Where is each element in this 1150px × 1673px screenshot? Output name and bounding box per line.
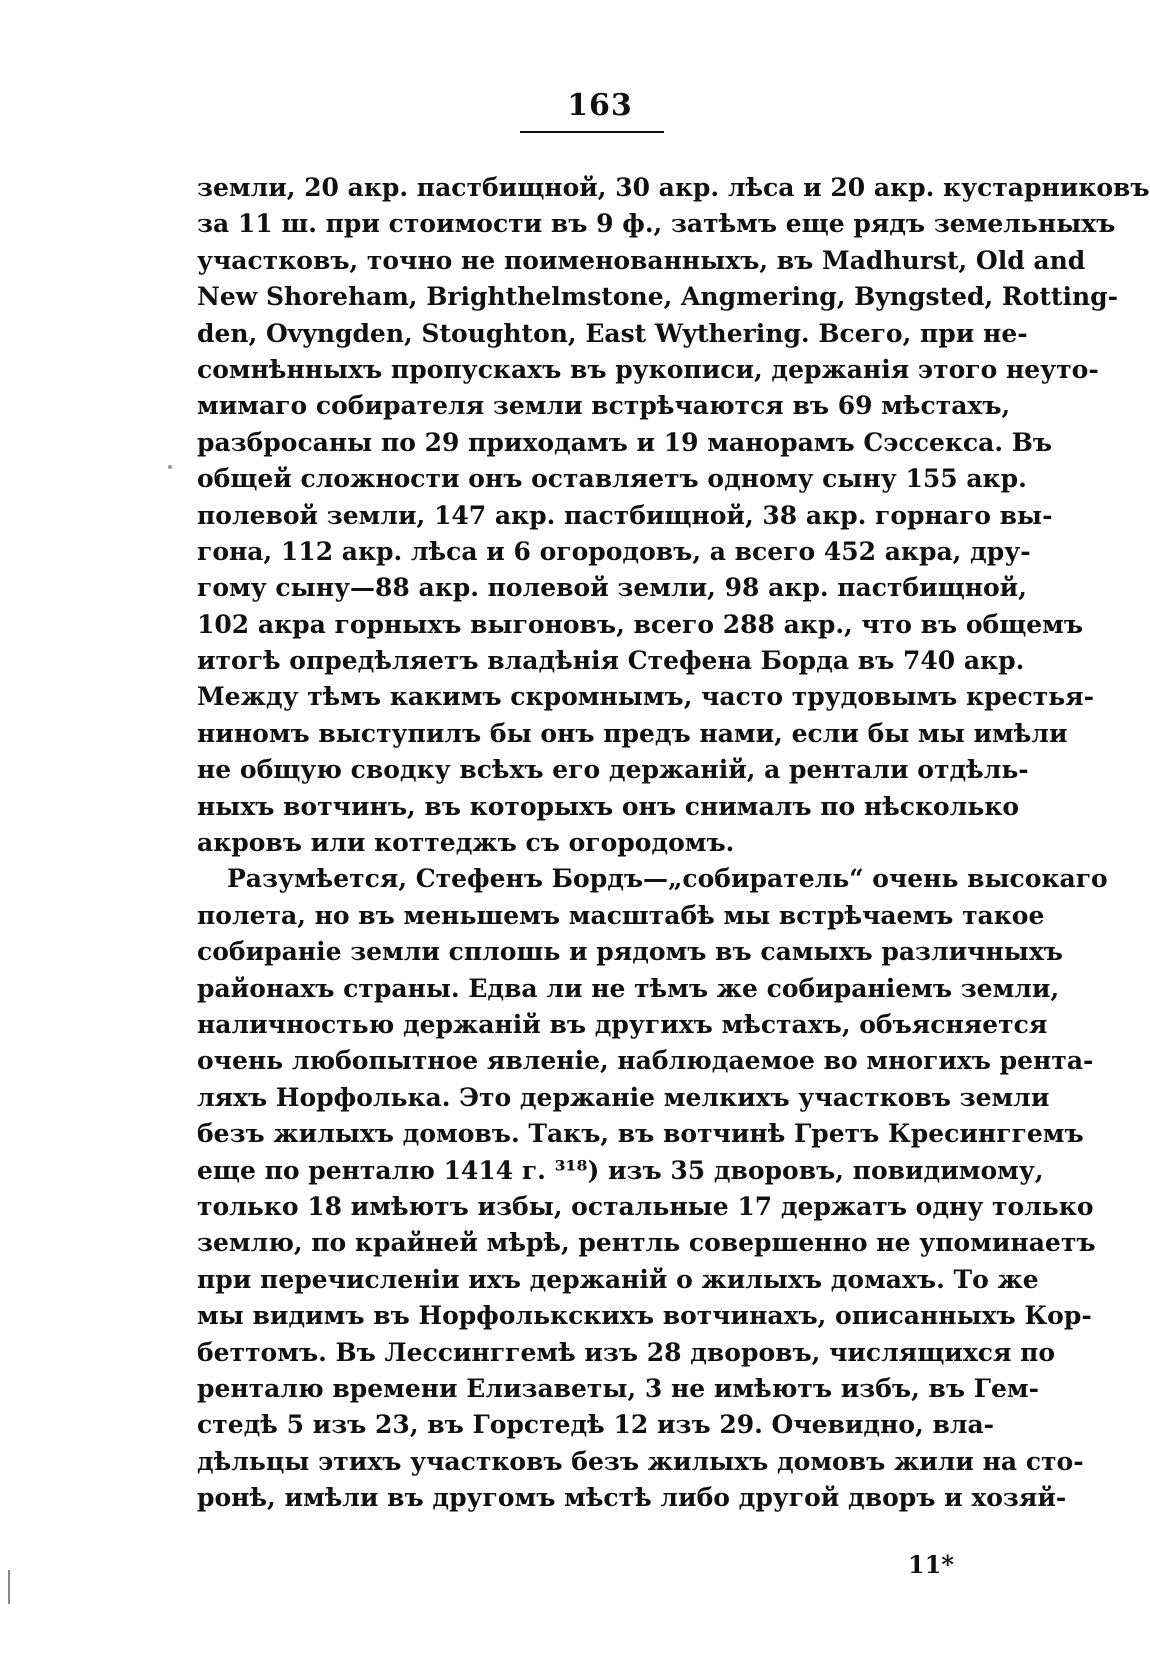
text-line: разбросаны по 29 приходамъ и 19 манорамъ Сэссекса. Въ: [197, 427, 1053, 457]
paragraph-end-line: акровъ или коттеджъ съ огородомъ.: [197, 828, 735, 858]
text-line: Между тѣмъ какимъ скромнымъ, часто трудовымъ крестья-: [197, 682, 1095, 712]
text-line: общей сложности онъ оставляетъ одному сыну 155 акр.: [197, 464, 1027, 494]
text-line: участковъ, точно не поименованныхъ, въ Madhurst, Old and: [197, 245, 1086, 275]
text-line: собираніе земли сплошь и рядомъ въ самыхъ различныхъ: [197, 937, 1063, 967]
text-line: земли, 20 акр. пастбищной, 30 акр. лѣса и 20 акр. кустарниковъ: [197, 173, 1150, 202]
text-line: очень любопытное явленіе, наблюдаемое во многихъ рента-: [197, 1046, 1094, 1076]
page-number-rule: [520, 131, 664, 133]
text-line: ниномъ выступилъ бы онъ предъ нами, если бы мы имѣли: [197, 718, 1068, 748]
text-line: землю, по крайней мѣрѣ, рентль совершенно не упоминаетъ: [197, 1228, 1096, 1258]
text-line: итогѣ опредѣляетъ владѣнія Стефена Борда въ 740 акр.: [197, 646, 1025, 676]
text-line: сомнѣнныхъ пропускахъ въ рукописи, держанія этого неуто-: [197, 354, 1099, 384]
text-line: мимаго собирателя земли встрѣчаются въ 69 мѣстахъ,: [197, 391, 1011, 421]
paragraph-start-line: Разумѣется, Стефенъ Бордъ—„собиратель“ очень высокаго: [227, 864, 1108, 894]
text-line: гона, 112 акр. лѣса и 6 огородовъ, а всего 452 акра, дру-: [197, 536, 1031, 566]
text-line: New Shoreham, Brighthelmstone, Angmering, Byngsted, Rotting-: [197, 282, 1118, 312]
text-line: только 18 имѣютъ избы, остальные 17 держатъ одну только: [197, 1191, 1094, 1221]
text-line: den, Ovyngden, Stoughton, East Wythering. Всего, при не-: [197, 318, 1028, 348]
text-line: стедѣ 5 изъ 23, въ Горстедѣ 12 изъ 29. Очевидно, вла-: [197, 1410, 995, 1440]
text-line: не общую сводку всѣхъ его держаній, а рентали отдѣль-: [197, 755, 1029, 785]
text-line: гому сыну—88 акр. полевой земли, 98 акр. пастбищной,: [197, 573, 1027, 603]
printer-signature-mark: 11*: [908, 1550, 954, 1579]
text-line: полевой земли, 147 акр. пастбищной, 38 акр. горнаго вы-: [197, 500, 1053, 530]
text-line: ляхъ Норфолька. Это держаніе мелкихъ участковъ земли: [197, 1082, 1050, 1112]
text-line: за 11 ш. при стоимости въ 9 ф., затѣмъ еще рядъ земельныхъ: [197, 209, 1116, 239]
text-line: безъ жилыхъ домовъ. Такъ, въ вотчинѣ Гретъ Кресинггемъ: [197, 1119, 1084, 1149]
text-line: ренталю времени Елизаветы, 3 не имѣютъ избъ, въ Гем-: [197, 1373, 1039, 1403]
scan-artifact: [8, 1570, 10, 1604]
text-line: районахъ страны. Едва ли не тѣмъ же собираніемъ земли,: [197, 973, 1060, 1003]
text-line: дѣльцы этихъ участковъ безъ жилыхъ домовъ жили на сто-: [197, 1446, 1084, 1476]
text-line: полета, но въ меньшемъ масштабѣ мы встрѣчаемъ такое: [197, 900, 1045, 930]
text-line: 102 акра горныхъ выгоновъ, всего 288 акр., что въ общемъ: [197, 609, 1084, 639]
text-line: при перечисленіи ихъ держаній о жилыхъ домахъ. То же: [197, 1264, 1039, 1294]
footnote-reference-line: еще по ренталю 1414 г. ³¹⁸) изъ 35 дворовъ, повидимому,: [197, 1155, 1044, 1185]
text-line: наличностью держаній въ другихъ мѣстахъ, объясняется: [197, 1009, 1048, 1039]
text-line: ронѣ, имѣли въ другомъ мѣстѣ либо другой дворъ и хозяй-: [197, 1483, 1067, 1513]
page-number: 163: [567, 88, 633, 123]
text-line: беттомъ. Въ Лессинггемѣ изъ 28 дворовъ, числящихся по: [197, 1337, 1056, 1367]
scan-artifact-dot: [168, 465, 172, 469]
text-line: мы видимъ въ Норфолькскихъ вотчинахъ, описанныхъ Кор-: [197, 1301, 1092, 1331]
body-text: [197, 170, 1150, 1516]
text-line: ныхъ вотчинъ, въ которыхъ онъ снималъ по нѣсколько: [197, 791, 1020, 821]
